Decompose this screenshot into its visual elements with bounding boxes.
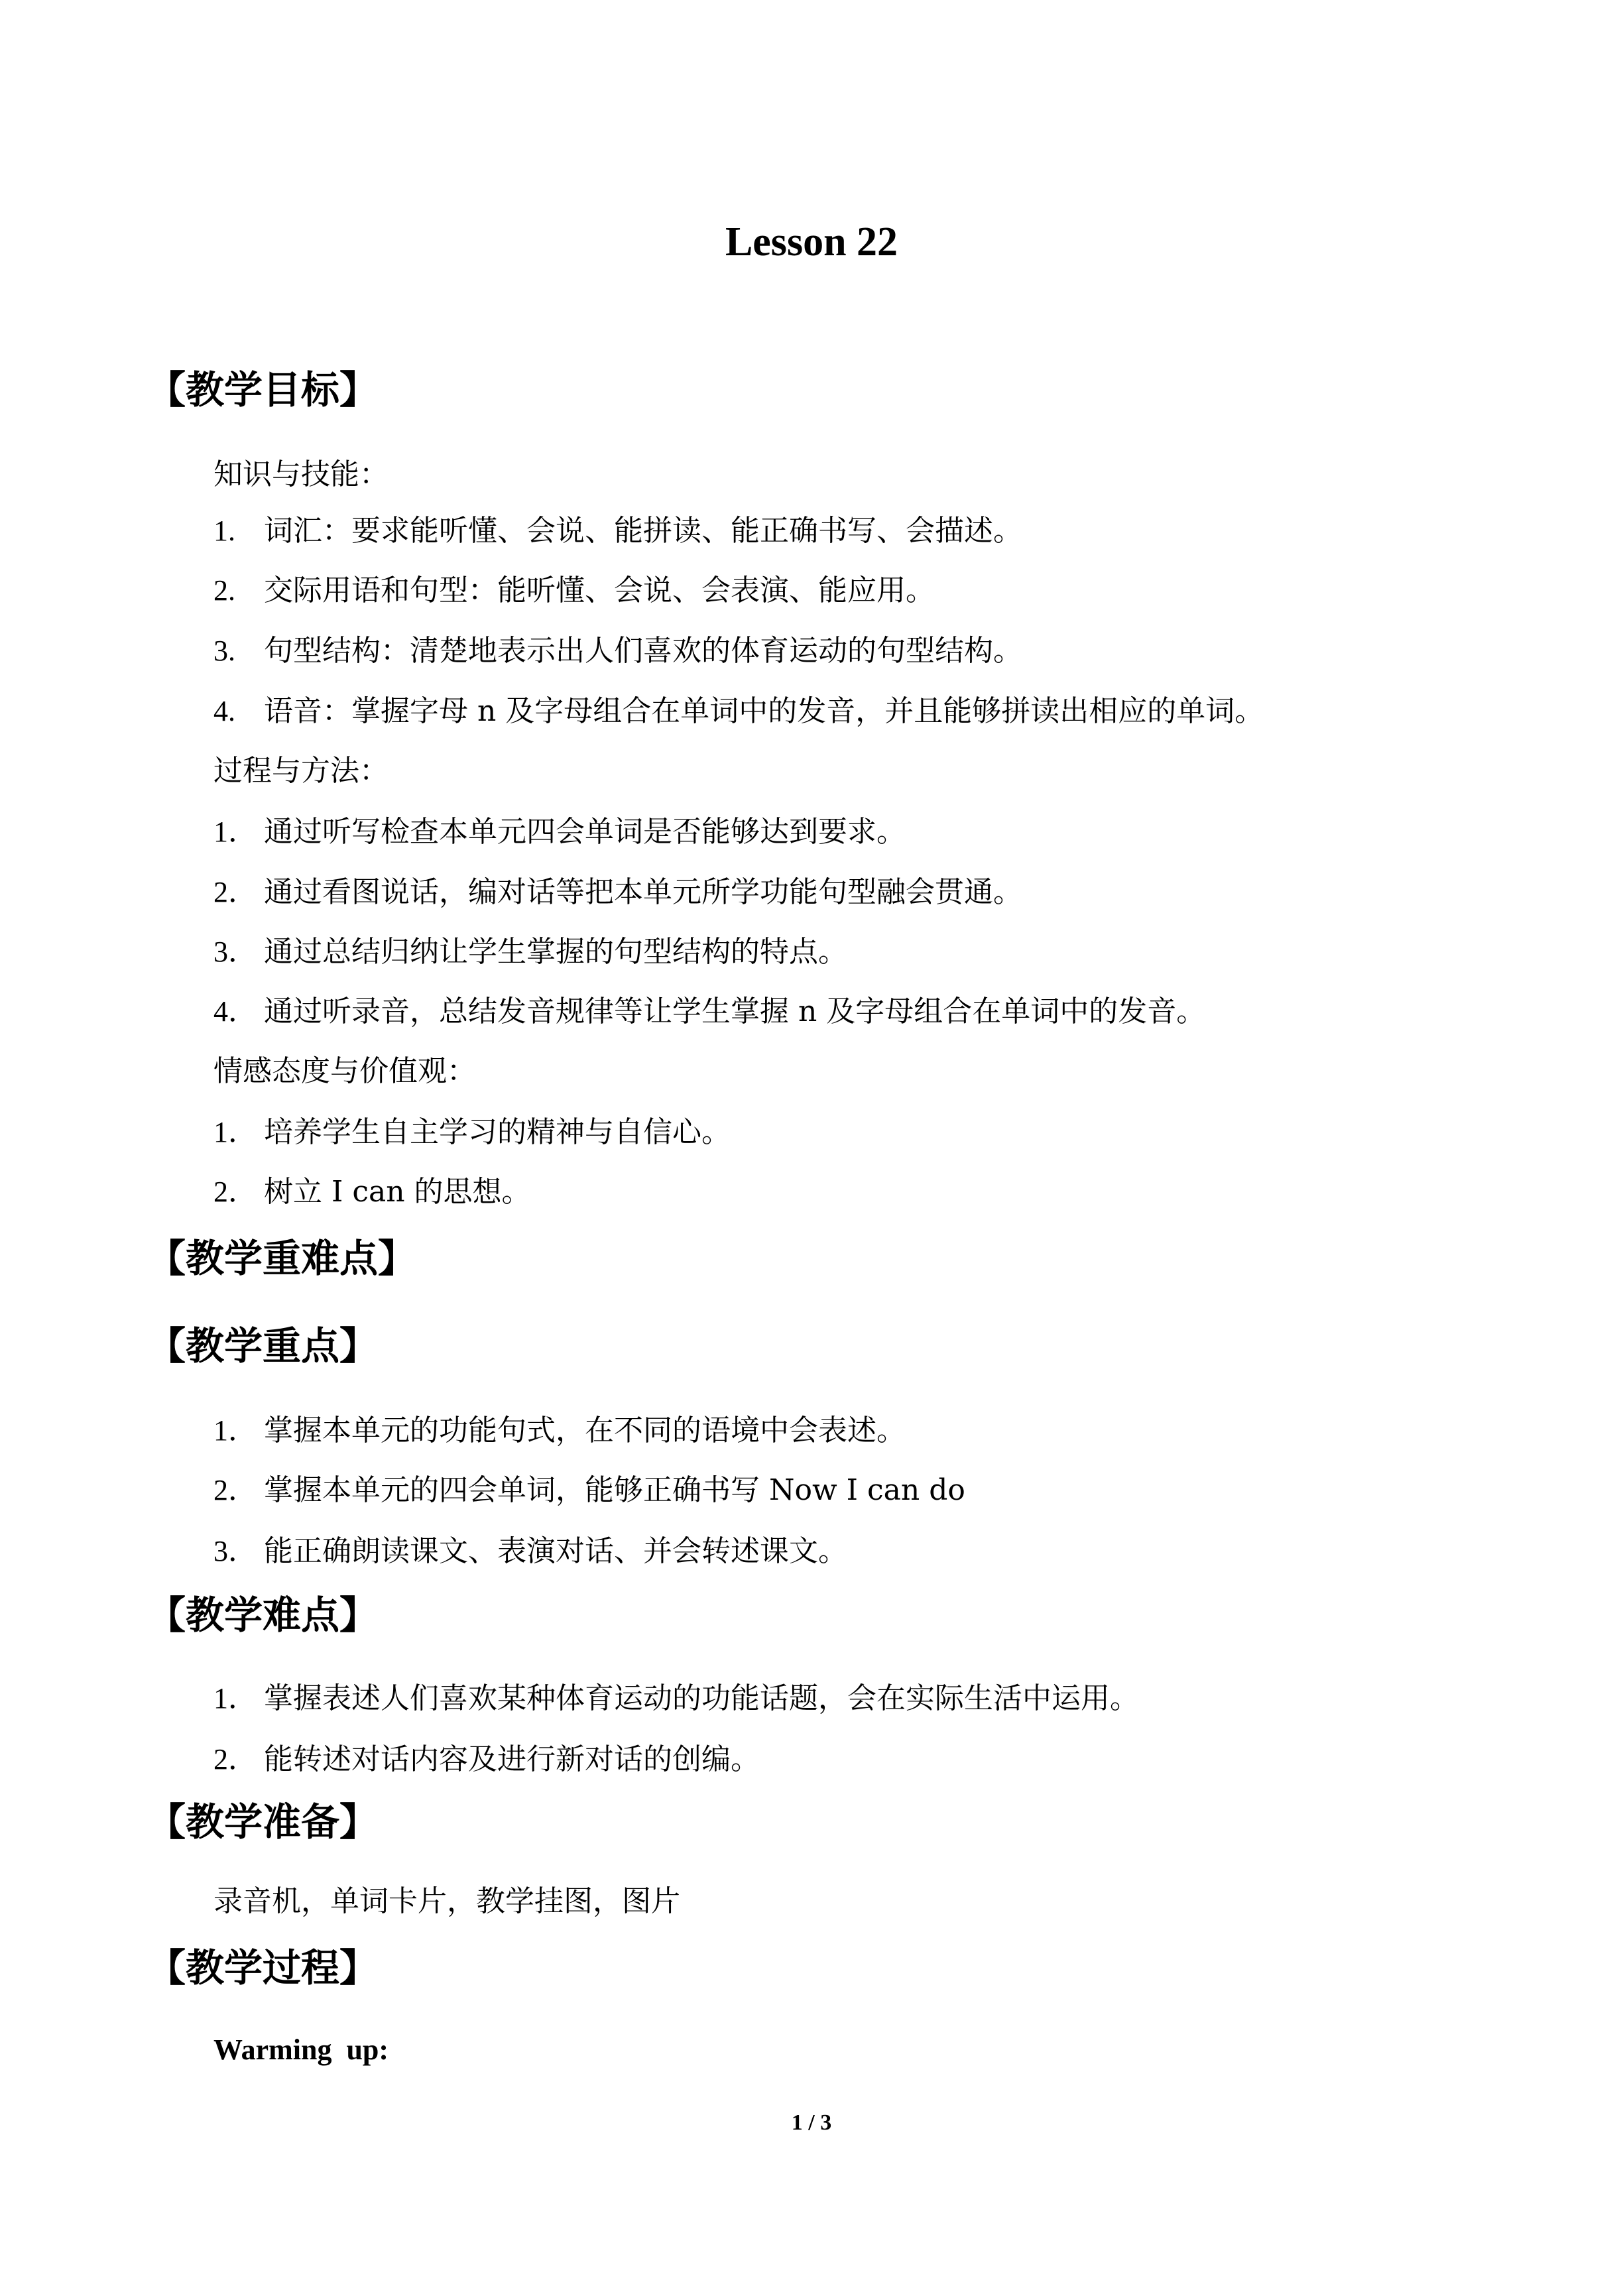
section-heading-procedure: 【教学过程】 xyxy=(147,1945,379,1990)
list-item xyxy=(213,812,906,852)
list-item-number: 2． xyxy=(213,876,257,908)
list-item xyxy=(213,692,1264,731)
warming-up-label: Warming up: xyxy=(213,2033,389,2066)
list-item xyxy=(213,1113,731,1152)
list-item xyxy=(213,1679,1139,1719)
list-item xyxy=(213,1471,965,1510)
list-item xyxy=(213,992,1205,1032)
list-item-text: 词汇：要求能听懂、会说、能拼读、能正确书写、会描述。 xyxy=(264,514,1022,548)
list-item xyxy=(213,932,847,972)
list-item-text: 交际用语和句型：能听懂、会说、会表演、能应用。 xyxy=(264,574,935,607)
list-item xyxy=(213,873,1022,912)
list-item xyxy=(213,631,1022,671)
list-item-text: 掌握本单元的功能句式，在不同的语境中会表述。 xyxy=(264,1414,906,1447)
list-item-number: 2． xyxy=(213,1176,257,1208)
list-item-number: 3. xyxy=(213,634,235,667)
preparation-text: 录音机，单词卡片，教学挂图，图片 xyxy=(213,1884,680,1918)
list-item xyxy=(213,1532,847,1571)
list-item-text: 树立 I can 的思想。 xyxy=(264,1175,531,1209)
section-heading-preparation: 【教学准备】 xyxy=(147,1799,379,1844)
section-heading-key-points: 【教学重点】 xyxy=(147,1323,379,1368)
list-item-text: 掌握表述人们喜欢某种体育运动的功能话题，会在实际生活中运用。 xyxy=(264,1681,1139,1715)
page-number: 1 / 3 xyxy=(791,2110,832,2135)
list-item-number: 4. xyxy=(213,695,235,727)
list-item-number: 1． xyxy=(213,1414,257,1447)
list-item-number: 2． xyxy=(213,1743,257,1776)
knowledge-skills-label: 知识与技能： xyxy=(213,457,389,491)
list-item-text: 通过看图说话，编对话等把本单元所学功能句型融会贯通。 xyxy=(264,875,1022,909)
emotion-values-label: 情感态度与价值观： xyxy=(213,1054,476,1088)
list-item-text: 通过听录音，总结发音规律等让学生掌握 n 及字母组合在单词中的发音。 xyxy=(264,995,1206,1028)
list-item xyxy=(213,511,1022,551)
list-item-number: 3． xyxy=(213,1535,257,1567)
list-item-number: 2. xyxy=(213,574,235,607)
document-title: Lesson 22 xyxy=(725,219,898,265)
list-item-text: 能转述对话内容及进行新对话的创编。 xyxy=(264,1742,760,1776)
section-heading-key-difficult: 【教学重难点】 xyxy=(147,1236,417,1281)
section-heading-difficult-points: 【教学难点】 xyxy=(147,1593,379,1638)
list-item-number: 1． xyxy=(213,1116,257,1148)
list-item xyxy=(213,1411,906,1451)
list-item xyxy=(213,1172,531,1212)
list-item-number: 1. xyxy=(213,514,235,547)
list-item-text: 培养学生自主学习的精神与自信心。 xyxy=(264,1115,731,1149)
process-methods-label: 过程与方法： xyxy=(213,754,389,788)
list-item-text: 能正确朗读课文、表演对话、并会转述课文。 xyxy=(264,1534,847,1568)
list-item-text: 通过总结归纳让学生掌握的句型结构的特点。 xyxy=(264,935,847,969)
list-item-number: 1． xyxy=(213,1682,257,1715)
list-item-number: 4． xyxy=(213,995,257,1028)
list-item xyxy=(213,1740,760,1780)
list-item xyxy=(213,571,935,611)
list-item-number: 3． xyxy=(213,936,257,968)
section-heading-objectives: 【教学目标】 xyxy=(147,367,379,412)
list-item-number: 1． xyxy=(213,816,257,848)
list-item-text: 掌握本单元的四会单词，能够正确书写 Now I can do xyxy=(264,1473,965,1507)
list-item-text: 通过听写检查本单元四会单词是否能够达到要求。 xyxy=(264,815,906,849)
list-item-text: 语音：掌握字母 n 及字母组合在单词中的发音，并且能够拼读出相应的单词。 xyxy=(264,694,1264,728)
list-item-number: 2． xyxy=(213,1474,257,1506)
list-item-text: 句型结构：清楚地表示出人们喜欢的体育运动的句型结构。 xyxy=(264,634,1022,668)
